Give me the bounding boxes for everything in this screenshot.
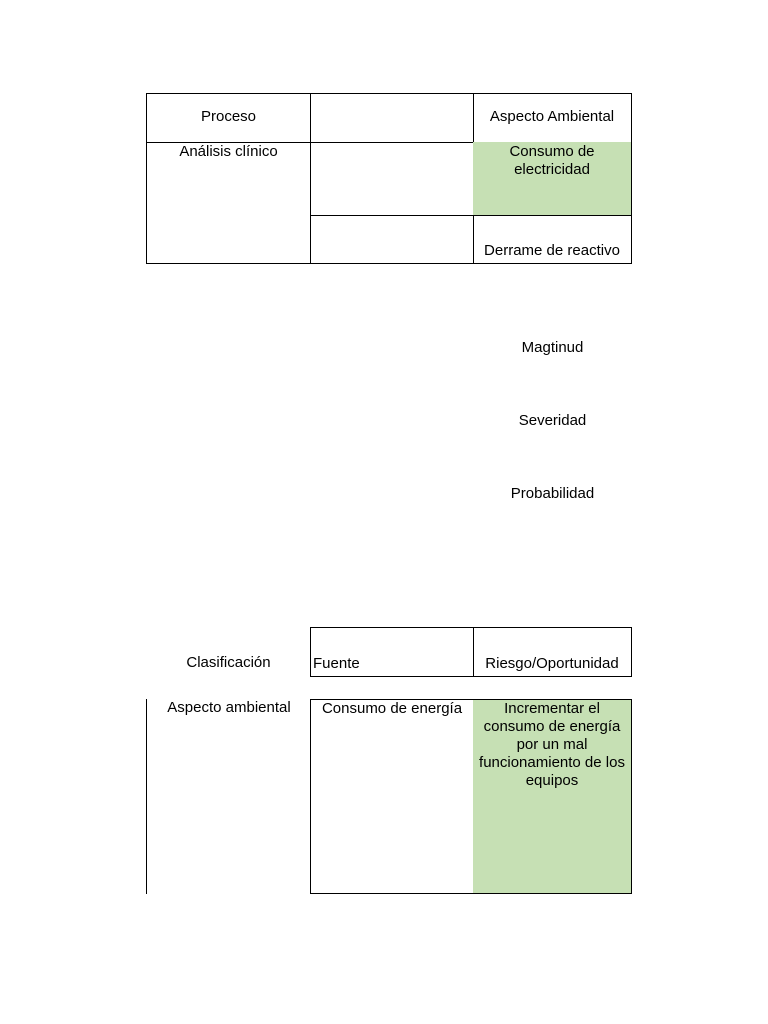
table2-clasificacion-value: Aspecto ambiental	[167, 699, 291, 716]
table1-proceso-cell	[146, 142, 311, 264]
table1-header-aspecto: Aspecto Ambiental	[489, 108, 615, 125]
table1-col2-row2-cell	[310, 215, 474, 264]
table1-aspecto-1: Consumo de electricidad	[509, 143, 595, 178]
table2-header-fuente: Fuente	[313, 655, 360, 672]
table1-aspecto-1-cell	[473, 142, 632, 216]
criteria-magnitud: Magtinud	[521, 339, 584, 356]
table2-riesgo-value: Incrementar el consumo de energía por un mal funcionamiento de los equipos	[479, 700, 625, 789]
table2-header-clasificacion: Clasificación	[186, 654, 271, 671]
table1-aspecto-2: Derrame de reactivo	[484, 242, 620, 259]
table2-header-riesgo: Riesgo/Oportunidad	[485, 655, 619, 672]
table1-aspecto-2-cell	[473, 215, 632, 264]
table2-riesgo-cell	[473, 699, 632, 894]
table1-proceso-value: Análisis clínico	[179, 143, 278, 160]
table1-header-empty-cell	[310, 93, 474, 143]
table2-header-fuente-cell	[310, 627, 474, 677]
table1-header-aspecto-cell	[473, 93, 632, 143]
table2-fuente-value: Consumo de energía	[321, 700, 463, 717]
table2-header-riesgo-cell	[473, 627, 632, 677]
table1-header-proceso-cell	[146, 93, 311, 143]
table2-fuente-cell	[310, 699, 474, 894]
table2-header-clasificacion-cell	[146, 627, 311, 677]
criteria-probabilidad: Probabilidad	[510, 485, 595, 502]
table1-header-proceso: Proceso	[200, 108, 257, 125]
table1-col2-row1-cell	[310, 142, 474, 216]
table2-clasificacion-cell	[146, 699, 311, 894]
criteria-severidad: Severidad	[518, 412, 587, 429]
